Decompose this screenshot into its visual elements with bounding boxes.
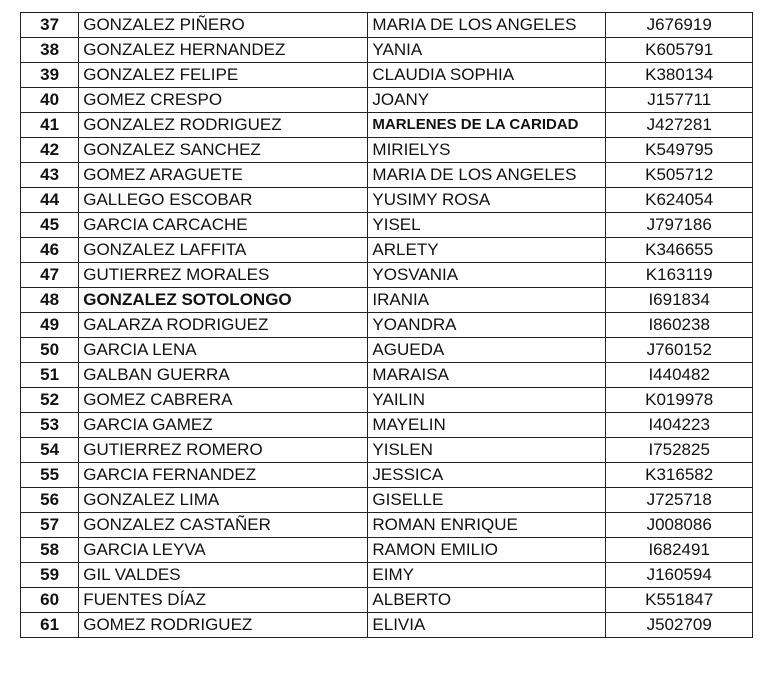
- row-number-cell: 37: [21, 13, 79, 38]
- first-name-cell: YISLEN: [368, 438, 606, 463]
- last-name-cell: GALBAN GUERRA: [79, 363, 368, 388]
- last-name-cell: GARCIA LEYVA: [79, 538, 368, 563]
- first-name-cell: CLAUDIA SOPHIA: [368, 63, 606, 88]
- id-number-cell: I440482: [606, 363, 753, 388]
- id-number-cell: I404223: [606, 413, 753, 438]
- table-row: [21, 613, 753, 638]
- first-name-cell: GISELLE: [368, 488, 606, 513]
- first-name-cell: YUSIMY ROSA: [368, 188, 606, 213]
- table-row: [21, 263, 753, 288]
- first-name-cell: MAYELIN: [368, 413, 606, 438]
- row-number-cell: 43: [21, 163, 79, 188]
- id-number-cell: J160594: [606, 563, 753, 588]
- last-name-cell: GARCIA GAMEZ: [79, 413, 368, 438]
- table-row: [21, 563, 753, 588]
- row-number-cell: 48: [21, 288, 79, 313]
- row-number-cell: 59: [21, 563, 79, 588]
- last-name-cell: GIL VALDES: [79, 563, 368, 588]
- table-row: [21, 113, 753, 138]
- id-number-cell: J157711: [606, 88, 753, 113]
- last-name-cell: FUENTES DÍAZ: [79, 588, 368, 613]
- id-number-cell: K624054: [606, 188, 753, 213]
- last-name-cell: GOMEZ CRESPO: [79, 88, 368, 113]
- row-number-cell: 49: [21, 313, 79, 338]
- table-row: [21, 188, 753, 213]
- row-number-cell: 60: [21, 588, 79, 613]
- first-name-cell: ARLETY: [368, 238, 606, 263]
- first-name-cell: ROMAN ENRIQUE: [368, 513, 606, 538]
- first-name-cell: ALBERTO: [368, 588, 606, 613]
- id-number-cell: K316582: [606, 463, 753, 488]
- row-number-cell: 44: [21, 188, 79, 213]
- table-row: [21, 513, 753, 538]
- table-row: [21, 138, 753, 163]
- name-list-sheet: [20, 12, 753, 638]
- row-number-cell: 38: [21, 38, 79, 63]
- first-name-cell: AGUEDA: [368, 338, 606, 363]
- row-number-cell: 55: [21, 463, 79, 488]
- name-list-table: [20, 12, 753, 638]
- id-number-cell: K380134: [606, 63, 753, 88]
- table-row: [21, 338, 753, 363]
- id-number-cell: I682491: [606, 538, 753, 563]
- first-name-cell: MARLENES DE LA CARIDAD: [368, 113, 606, 138]
- first-name-cell: YOANDRA: [368, 313, 606, 338]
- table-row: [21, 63, 753, 88]
- table-row: [21, 538, 753, 563]
- row-number-cell: 40: [21, 88, 79, 113]
- row-number-cell: 42: [21, 138, 79, 163]
- row-number-cell: 53: [21, 413, 79, 438]
- id-number-cell: J725718: [606, 488, 753, 513]
- last-name-cell: GONZALEZ LIMA: [79, 488, 368, 513]
- id-number-cell: K549795: [606, 138, 753, 163]
- id-number-cell: J797186: [606, 213, 753, 238]
- table-body: [21, 13, 753, 638]
- last-name-cell: GONZALEZ RODRIGUEZ: [79, 113, 368, 138]
- first-name-cell: MARIA DE LOS ANGELES: [368, 163, 606, 188]
- row-number-cell: 45: [21, 213, 79, 238]
- first-name-cell: YAILIN: [368, 388, 606, 413]
- id-number-cell: I752825: [606, 438, 753, 463]
- row-number-cell: 41: [21, 113, 79, 138]
- row-number-cell: 52: [21, 388, 79, 413]
- last-name-cell: GONZALEZ LAFFITA: [79, 238, 368, 263]
- last-name-cell: GONZALEZ SANCHEZ: [79, 138, 368, 163]
- row-number-cell: 56: [21, 488, 79, 513]
- table-row: [21, 413, 753, 438]
- table-row: [21, 238, 753, 263]
- table-row: [21, 288, 753, 313]
- id-number-cell: J760152: [606, 338, 753, 363]
- first-name-cell: IRANIA: [368, 288, 606, 313]
- last-name-cell: GONZALEZ SOTOLONGO: [79, 288, 368, 313]
- first-name-cell: MIRIELYS: [368, 138, 606, 163]
- row-number-cell: 47: [21, 263, 79, 288]
- first-name-cell: EIMY: [368, 563, 606, 588]
- id-number-cell: K019978: [606, 388, 753, 413]
- table-row: [21, 463, 753, 488]
- row-number-cell: 46: [21, 238, 79, 263]
- last-name-cell: GONZALEZ CASTAÑER: [79, 513, 368, 538]
- id-number-cell: J676919: [606, 13, 753, 38]
- first-name-cell: JOANY: [368, 88, 606, 113]
- first-name-cell: YANIA: [368, 38, 606, 63]
- table-row: [21, 588, 753, 613]
- first-name-cell: MARAISA: [368, 363, 606, 388]
- last-name-cell: GALARZA RODRIGUEZ: [79, 313, 368, 338]
- table-row: [21, 388, 753, 413]
- first-name-cell: RAMON EMILIO: [368, 538, 606, 563]
- table-row: [21, 313, 753, 338]
- first-name-cell: JESSICA: [368, 463, 606, 488]
- last-name-cell: GOMEZ RODRIGUEZ: [79, 613, 368, 638]
- table-row: [21, 163, 753, 188]
- last-name-cell: GONZALEZ PIÑERO: [79, 13, 368, 38]
- last-name-cell: GARCIA LENA: [79, 338, 368, 363]
- row-number-cell: 57: [21, 513, 79, 538]
- table-row: [21, 438, 753, 463]
- last-name-cell: GARCIA CARCACHE: [79, 213, 368, 238]
- last-name-cell: GUTIERREZ ROMERO: [79, 438, 368, 463]
- last-name-cell: GUTIERREZ MORALES: [79, 263, 368, 288]
- row-number-cell: 58: [21, 538, 79, 563]
- row-number-cell: 50: [21, 338, 79, 363]
- id-number-cell: J502709: [606, 613, 753, 638]
- row-number-cell: 54: [21, 438, 79, 463]
- id-number-cell: J427281: [606, 113, 753, 138]
- last-name-cell: GONZALEZ HERNANDEZ: [79, 38, 368, 63]
- id-number-cell: K605791: [606, 38, 753, 63]
- row-number-cell: 61: [21, 613, 79, 638]
- id-number-cell: K505712: [606, 163, 753, 188]
- first-name-cell: ELIVIA: [368, 613, 606, 638]
- row-number-cell: 51: [21, 363, 79, 388]
- row-number-cell: 39: [21, 63, 79, 88]
- id-number-cell: J008086: [606, 513, 753, 538]
- last-name-cell: GOMEZ CABRERA: [79, 388, 368, 413]
- table-row: [21, 213, 753, 238]
- table-row: [21, 88, 753, 113]
- table-row: [21, 13, 753, 38]
- first-name-cell: YOSVANIA: [368, 263, 606, 288]
- last-name-cell: GARCIA FERNANDEZ: [79, 463, 368, 488]
- last-name-cell: GOMEZ ARAGUETE: [79, 163, 368, 188]
- id-number-cell: I691834: [606, 288, 753, 313]
- table-row: [21, 363, 753, 388]
- table-row: [21, 38, 753, 63]
- last-name-cell: GALLEGO ESCOBAR: [79, 188, 368, 213]
- last-name-cell: GONZALEZ FELIPE: [79, 63, 368, 88]
- id-number-cell: K163119: [606, 263, 753, 288]
- first-name-cell: MARIA DE LOS ANGELES: [368, 13, 606, 38]
- id-number-cell: K346655: [606, 238, 753, 263]
- id-number-cell: I860238: [606, 313, 753, 338]
- id-number-cell: K551847: [606, 588, 753, 613]
- first-name-cell: YISEL: [368, 213, 606, 238]
- table-row: [21, 488, 753, 513]
